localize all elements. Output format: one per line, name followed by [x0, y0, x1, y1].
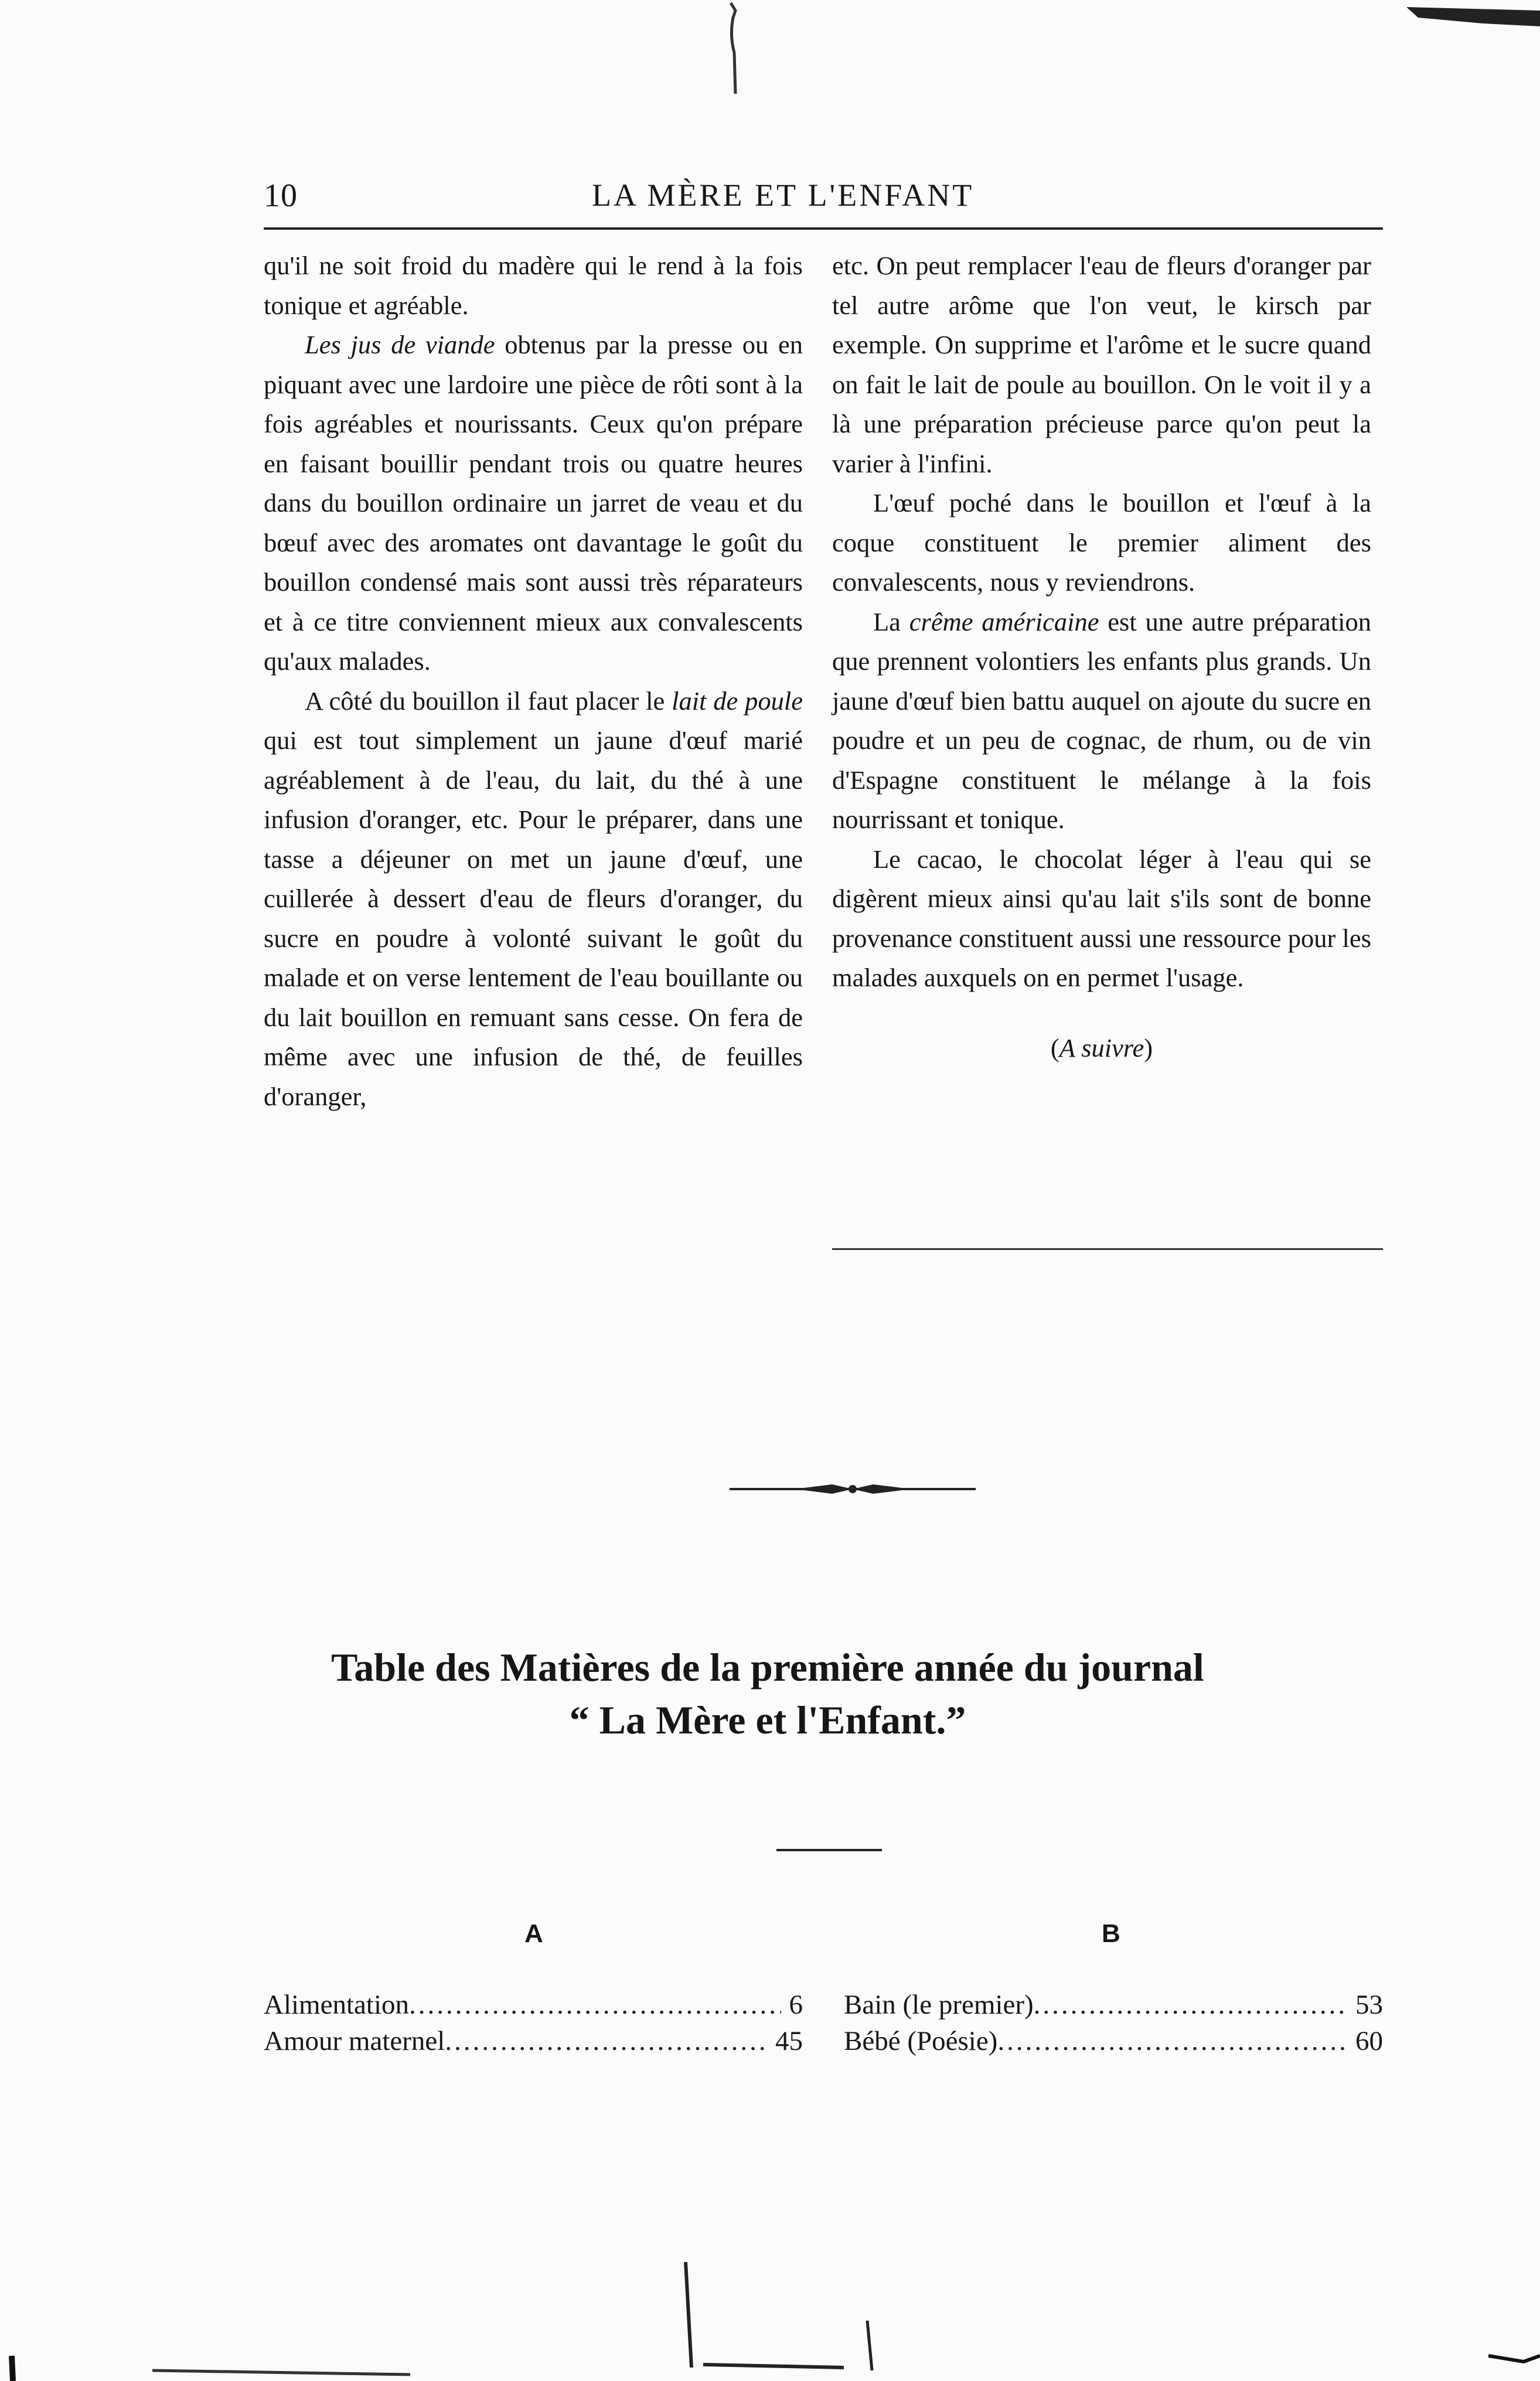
italic-term: lait de poule	[672, 686, 803, 716]
paragraph	[832, 246, 1371, 483]
text-run: La	[873, 607, 909, 636]
text-run: Le cacao, le chocolat léger à l'eau qui se digèrent mieux ainsi qu'au lait s'ils sont de bonne provenance constituent aussi une ressource pour les malades auxquels on en permet l'usage.	[832, 844, 1371, 992]
toc-entry-page: 6	[789, 1990, 803, 2020]
toc-title	[176, 1641, 1360, 1746]
page-header	[264, 170, 1383, 223]
left-column	[264, 246, 803, 1116]
toc-title-rule	[776, 1849, 882, 1851]
toc-entry-page: 45	[775, 2026, 803, 2056]
text-run: etc. On peut remplacer l'eau de fleurs d'oranger par tel autre arôme que l'on veut, le kirsch par exemple. On supprime et l'arôme et le sucre quand on fait le lait de poule au bouillon. On le voit il y a là une préparation précieuse parce qu'on peut la varier à l'infini.	[832, 251, 1371, 478]
toc-entry	[844, 1987, 1383, 2023]
paragraph	[832, 483, 1371, 602]
toc-entry-label: Amour maternel	[264, 2026, 445, 2056]
italic-term: Les jus de viande	[305, 330, 495, 359]
continuation-text: A suivre	[1059, 1033, 1144, 1062]
text-run: L'œuf poché dans le bouillon et l'œuf à la coque constituent le premier aliment des convalescents, nous y reviendrons.	[832, 488, 1371, 597]
paragraph	[832, 840, 1371, 998]
toc-entry-page: 60	[1355, 2026, 1383, 2056]
toc-entry	[264, 2023, 803, 2059]
ornament-divider	[730, 1480, 976, 1497]
toc-section-letter-b: B	[1102, 1919, 1120, 1948]
toc-section-a	[264, 1987, 803, 2059]
toc-entry-label: Alimentation	[264, 1990, 410, 2020]
scan-mark-top	[718, 0, 753, 100]
toc-section-b	[844, 1987, 1383, 2059]
paragraph	[264, 682, 803, 1117]
toc-leader-dots	[445, 2023, 767, 2059]
scan-mark-bottom	[0, 2239, 1540, 2381]
text-run: est une autre préparation que prennent volontiers les enfants plus grands. Un jaune d'œuf bien battu auquel on ajoute du sucre en poudre et un peu de cognac, de rhum, ou de vin d'Espagne constituent le mélange à la fois nourrissant et tonique.	[832, 607, 1371, 834]
toc-entry-page: 53	[1355, 1990, 1383, 2020]
text-run: qu'il ne soit froid du madère qui le rend à la fois tonique et agréable.	[264, 251, 803, 320]
text-run: qui est tout simplement un jaune d'œuf marié agréablement à de l'eau, du lait, du thé à une infusion d'oranger, etc. Pour le préparer, dans une tasse a déjeuner on met un jaune d'œuf, une cuillerée à dessert d'eau de fleurs d'oranger, du sucre en poudre à volonté suivant le goût du malade et on verse lentement de l'eau bouillante ou du lait bouillon en remuant sans cesse. On fera de même avec une infusion de thé, de feuilles d'oranger,	[264, 725, 803, 1111]
right-column	[832, 246, 1371, 1068]
toc-title-line2: “ La Mère et l'Enfant.”	[569, 1698, 966, 1742]
header-rule	[264, 227, 1383, 230]
toc-entry-label: Bain (le premier)	[844, 1990, 1034, 2020]
toc-title-line1: Table des Matières de la première année du journal	[331, 1645, 1204, 1689]
toc-leader-dots	[1034, 1987, 1347, 2023]
italic-term: crême américaine	[909, 607, 1099, 636]
toc-entry	[264, 1987, 803, 2023]
toc-entry	[844, 2023, 1383, 2059]
continuation-note: (A suivre)	[1050, 1033, 1153, 1062]
scan-mark-top-right	[1395, 0, 1540, 35]
toc-section-letter-a: A	[524, 1919, 543, 1948]
page-number: 10	[264, 178, 298, 214]
paragraph	[832, 602, 1371, 840]
right-column-text	[832, 246, 1371, 998]
column-end-rule	[832, 1248, 1383, 1250]
toc-leader-dots	[409, 1987, 781, 2023]
running-head: LA MÈRE ET L'ENFANT	[592, 178, 975, 213]
toc-entry-label: Bébé (Poésie)	[844, 2026, 998, 2056]
text-run: obtenus par la presse ou en piquant avec une lardoire une pièce de rôti sont à la fois agréables et nourissants. Ceux qu'on prépare en faisant bouillir pendant trois ou quatre heures dans du bouillon ordinaire un jarret de veau et du bœuf avec des aromates ont davantage le goût du bouillon condensé mais sont aussi très réparateurs et à ce titre conviennent mieux aux convalescents qu'aux malades.	[264, 330, 803, 676]
paragraph	[264, 325, 803, 682]
text-run: A côté du bouillon il faut placer le	[305, 686, 672, 716]
toc-leader-dots	[997, 2023, 1347, 2059]
paragraph	[264, 246, 803, 325]
